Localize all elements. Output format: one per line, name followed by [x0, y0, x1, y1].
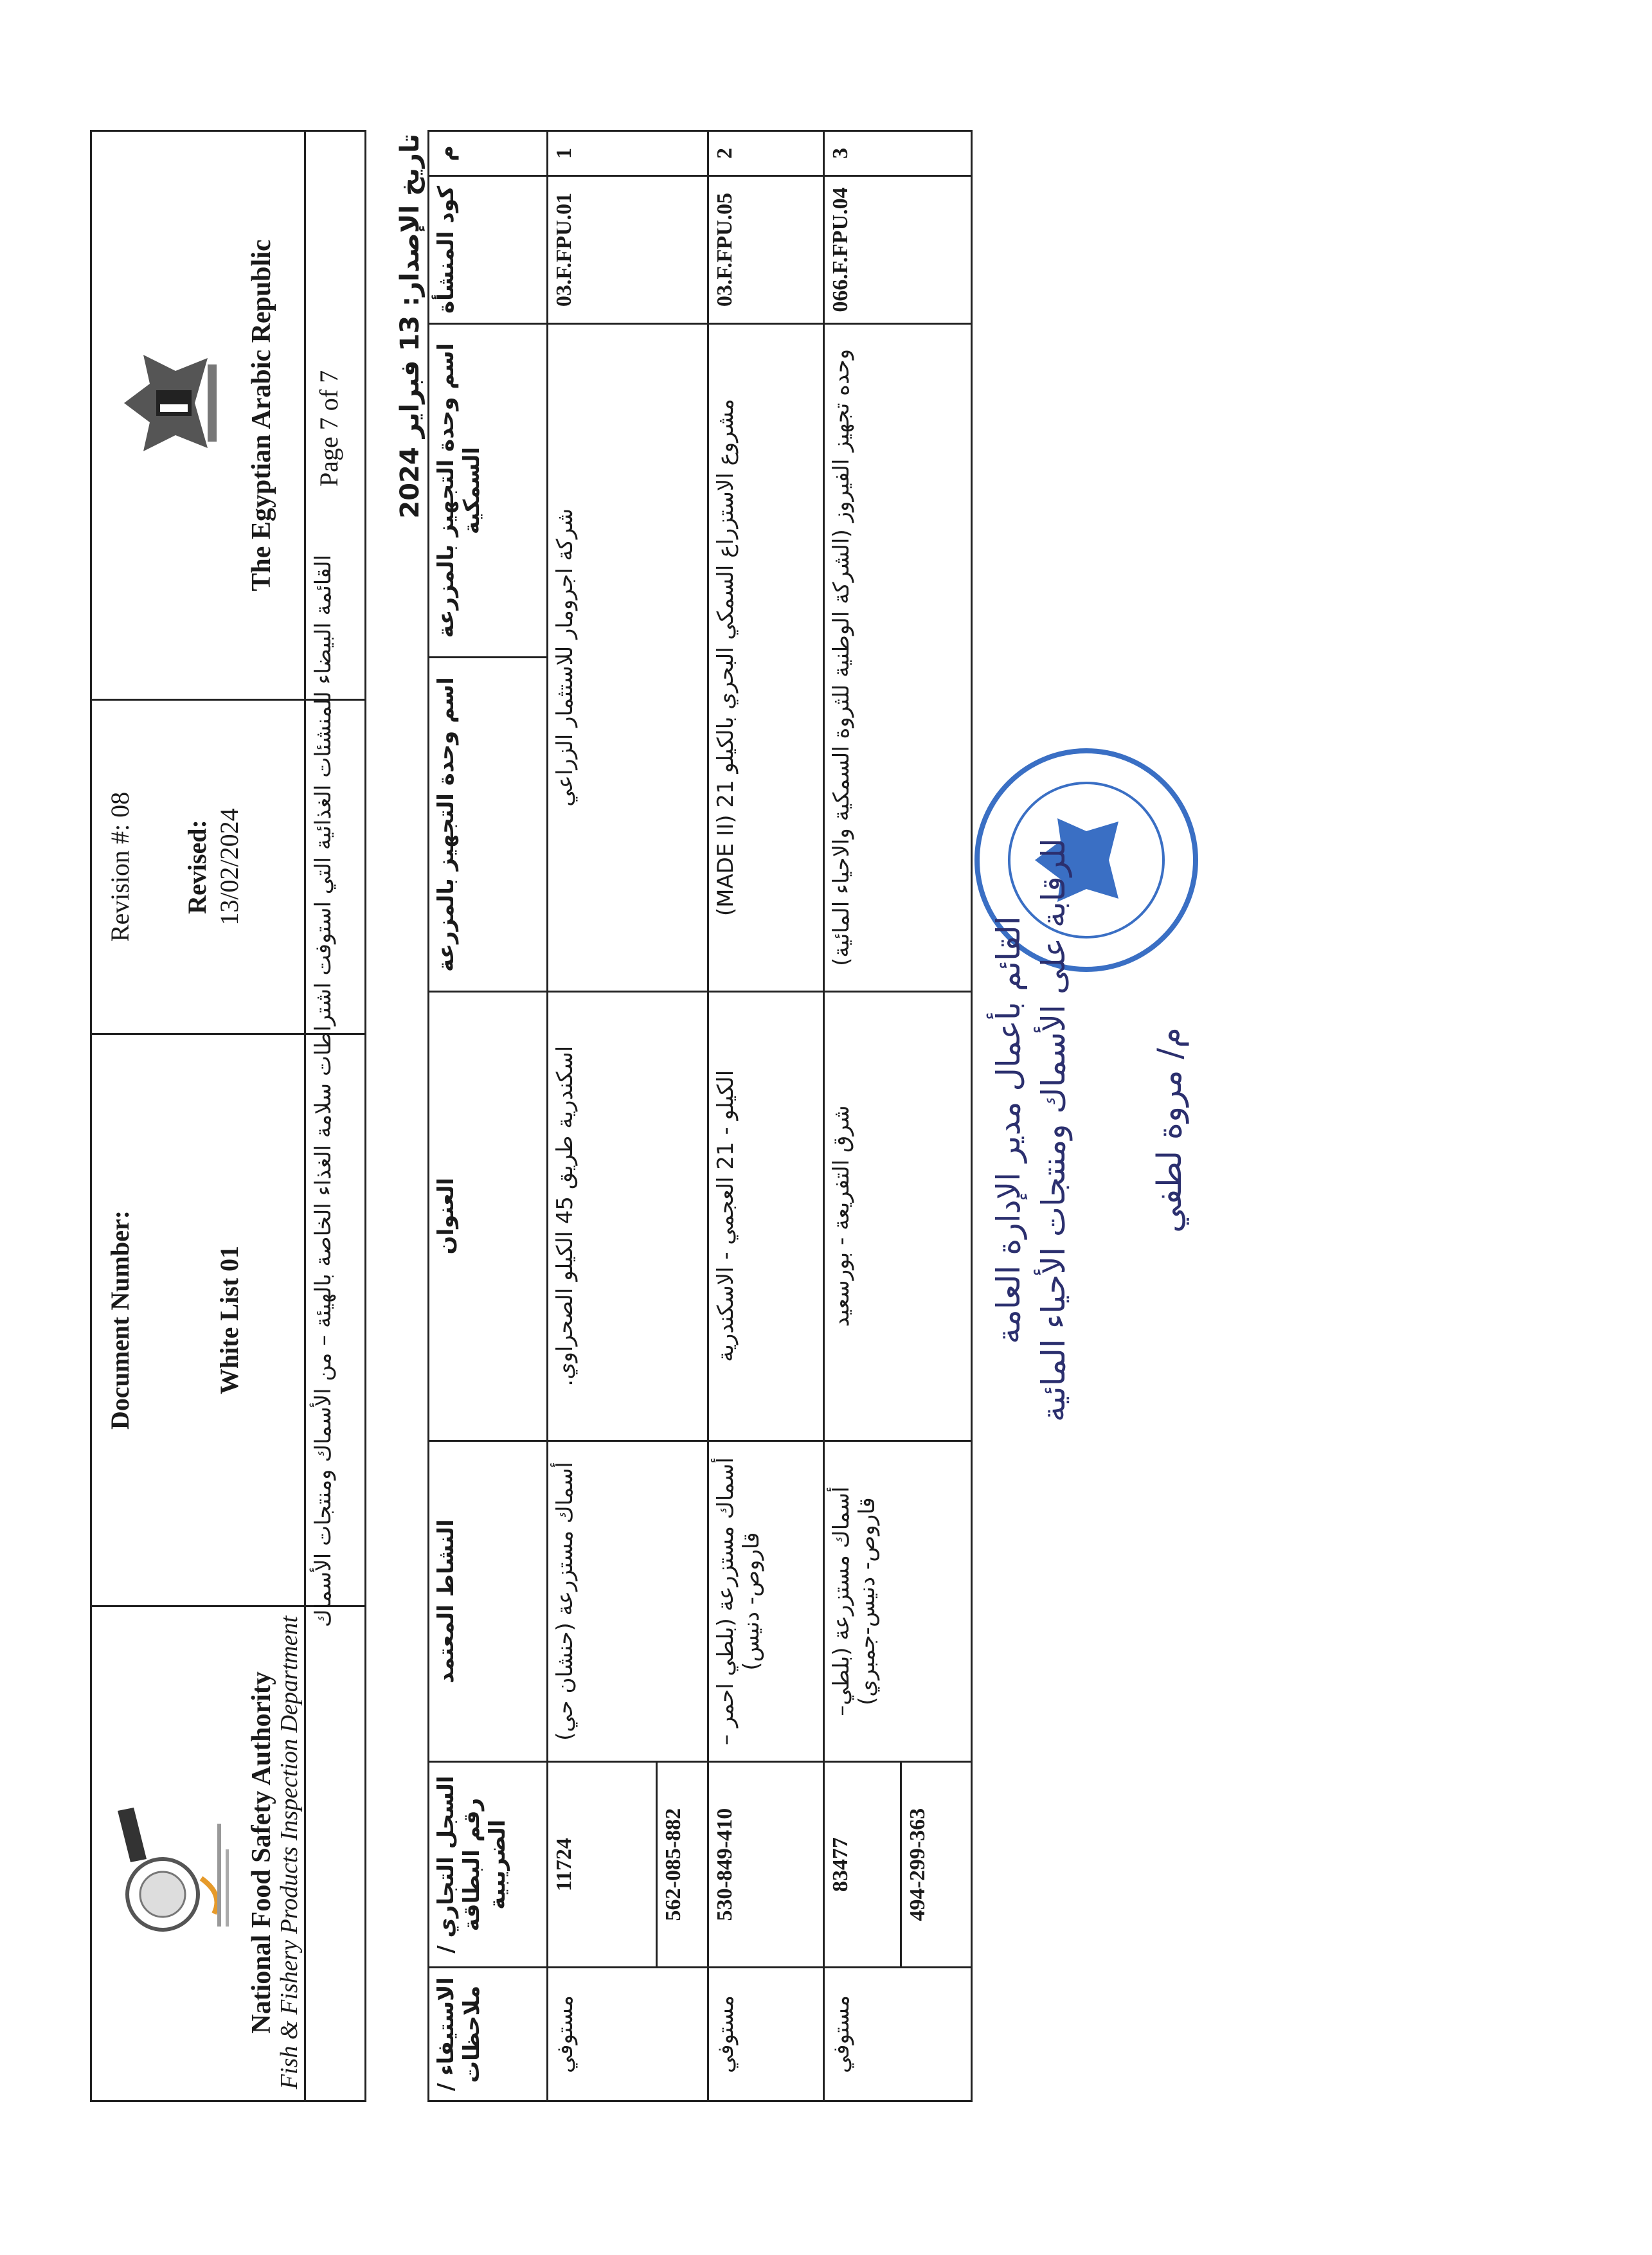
- activity: أسماك مستزرعة (حنشان حي): [548, 1441, 708, 1761]
- department-name: Fish & Fishery Products Inspection Department: [276, 1615, 303, 2090]
- nfsa-logo-icon: [105, 1798, 233, 1939]
- unit-name: مشروع الاستزراع السمكي البحري بالكيلو 21 (MADE II): [708, 323, 824, 991]
- document-number: White List 01: [215, 1245, 244, 1395]
- column-header: اسم وحدة التجهيز بالمزرعة السمكية: [429, 323, 548, 657]
- list-subtitle: القائمة البيضاء للمنشئات الغذائية التي استوفت اشتراطات سلامة الغذاء الخاصة بالهيئة – من الأسماك ومنتجات الأسماك: [310, 554, 336, 1628]
- facility-code: 03.F.FPU.05: [708, 175, 824, 323]
- row-number: 2: [708, 131, 824, 176]
- signatory-title-line2: للرقابة على الأسماك ومنتجات الأحياء المائية: [1035, 838, 1072, 1423]
- table-header-row: [429, 131, 548, 2101]
- column-header: الاستيفاء / ملاحظات: [429, 1968, 548, 2101]
- tax-card: 530-849-410: [708, 1762, 824, 1968]
- column-header: العنوان: [429, 991, 548, 1441]
- commercial-register: 83477: [824, 1762, 901, 1968]
- revision-number: Revision #: 08: [105, 791, 134, 942]
- revised-date: 13/02/2024: [215, 808, 244, 926]
- status: مستوفي: [824, 1968, 972, 2101]
- eagle-emblem-icon: [111, 339, 227, 467]
- unit-name: شركة اجرومار للاستثمار الزراعي: [548, 323, 708, 991]
- unit-name: وحده تجهيز الفيروز (الشركة الوطنية للثروة السمكية والاحياء المائية): [824, 323, 972, 991]
- status: مستوفي: [708, 1968, 824, 2101]
- white-list-table: [427, 130, 973, 2102]
- header-divider: [304, 132, 306, 2100]
- issue-date: تاريخ الإصدار: 13 فبراير 2024: [395, 134, 425, 519]
- column-header: م: [429, 131, 548, 176]
- tax-card: 562-085-882: [657, 1762, 708, 1968]
- authority-name: National Food Safety Authority: [247, 1671, 276, 2034]
- facility-code: 066.F.FPU.04: [824, 175, 972, 323]
- address: اسكندرية طريق 45 الكيلو الصحراوي.: [548, 991, 708, 1441]
- column-header: كود المنشأة: [429, 175, 548, 323]
- page-number: Page 7 of 7: [314, 370, 343, 487]
- document-number-label: Document Number:: [105, 1210, 134, 1430]
- country-name: The Egyptian Arabic Republic: [247, 239, 276, 591]
- table-row: [708, 131, 824, 2101]
- column-header: النشاط المعتمد: [429, 1441, 548, 1761]
- column-header: السجل التجاري / رقم البطاقة الضريبية: [429, 1762, 548, 1968]
- revised-label: Revised:: [183, 820, 211, 914]
- signatory-title-line1: القائم بأعمال مدير الإدارة العامة: [990, 916, 1027, 1344]
- facility-code: 03.F.FPU.01: [548, 175, 708, 323]
- signatory-name: م/ مروة لطفي: [1151, 1027, 1189, 1233]
- address: شرق التفريعة - بورسعيد: [824, 991, 972, 1441]
- table-row: [824, 131, 901, 2101]
- activity: أسماك مستزرعة (بلطي احمر – قاروص- دنيس): [708, 1441, 824, 1761]
- row-number: 1: [548, 131, 708, 176]
- tax-card: 494-299-363: [901, 1762, 972, 1968]
- table-row: [548, 131, 657, 2101]
- activity: أسماك مستزرعة (بلطي– قاروص- دنيس-جمبري): [824, 1441, 972, 1761]
- status: مستوفي: [548, 1968, 708, 2101]
- column-header: اسم وحدة التجهيز بالمزرعة: [429, 658, 548, 991]
- commercial-register: 11724: [548, 1762, 657, 1968]
- row-number: 3: [824, 131, 972, 176]
- address: الكيلو - 21 العجمي - الاسكندرية: [708, 991, 824, 1441]
- header-block: [90, 130, 366, 2102]
